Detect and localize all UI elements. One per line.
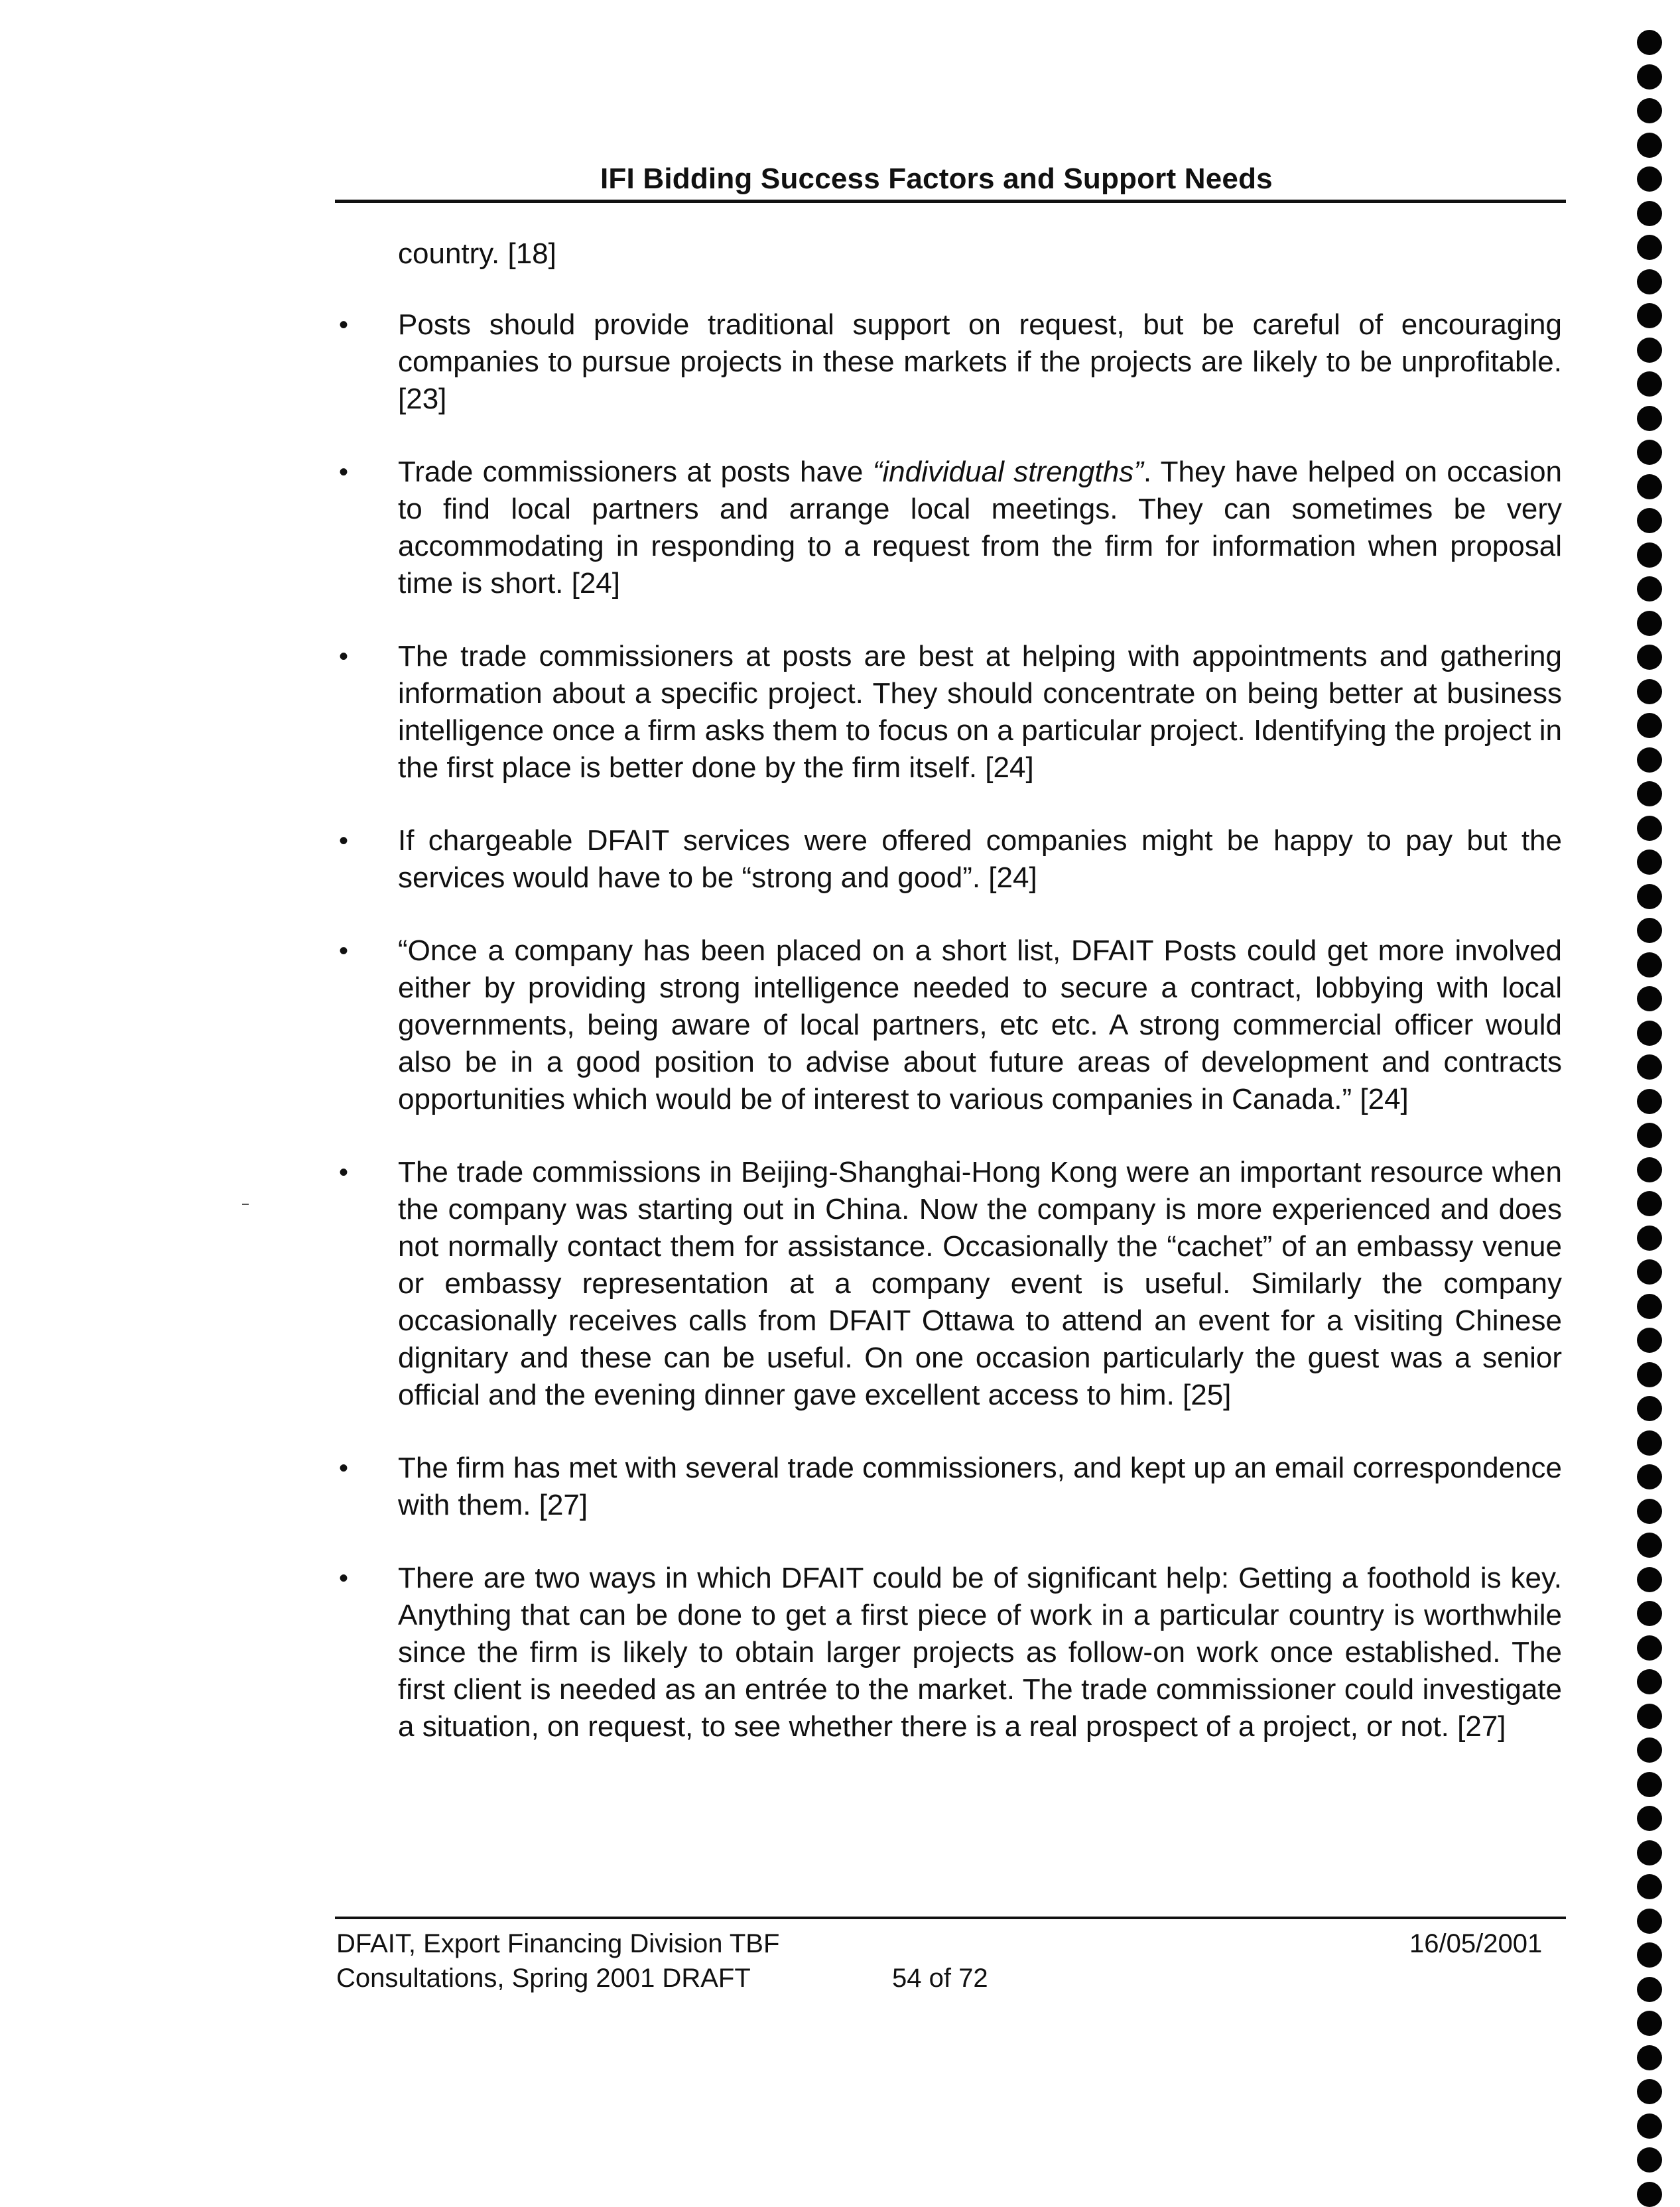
binding-hole	[1637, 1533, 1662, 1558]
bullet-icon: •	[339, 1454, 349, 1483]
binding-hole	[1637, 816, 1662, 841]
binding-hole	[1637, 98, 1662, 123]
binding-hole	[1637, 1909, 1662, 1934]
bullet-item	[335, 1154, 1562, 1414]
bullet-item	[335, 932, 1562, 1118]
bullet-text: There are two ways in which DFAIT could be of significant help: Getting a foothold is key. Anything that can be done to get a first piece of work in a particular country is worthwhile since the firm is likely to obtain larger projects as follow-on work once established. The first client is needed as an entrée to the market. The trade commissioner could investigate a situation, on request, to see whether there is a real prospect of a project, or not. [27]	[398, 1562, 1562, 1743]
binding-hole	[1637, 1840, 1662, 1865]
scan-speck	[242, 1204, 249, 1205]
binding-hole	[1637, 1977, 1662, 2002]
binding-hole	[1637, 2182, 1662, 2207]
bullet-text: The firm has met with several trade commissioners, and kept up an email correspondence with them. [27]	[398, 1452, 1562, 1521]
binding-hole	[1637, 1226, 1662, 1251]
binding-hole	[1637, 1396, 1662, 1421]
binding-hole	[1637, 1942, 1662, 1968]
binding-hole	[1637, 1089, 1662, 1114]
bullet-text: If chargeable DFAIT services were offered companies might be happy to pay but the services would have to be “strong and good”. [24]	[398, 824, 1562, 894]
binding-hole	[1637, 1772, 1662, 1797]
binding-hole	[1637, 406, 1662, 431]
binding-hole	[1637, 1021, 1662, 1046]
binding-hole	[1637, 1737, 1662, 1763]
binding-hole	[1637, 235, 1662, 260]
bullet-icon: •	[339, 642, 349, 671]
binding-hole	[1637, 986, 1662, 1011]
binding-hole	[1637, 1123, 1662, 1148]
binding-hole	[1637, 1806, 1662, 1831]
binding-hole	[1637, 1362, 1662, 1387]
bullet-text: Posts should provide traditional support on request, but be careful of encouraging companies to pursue projects in these markets if the projects are likely to be unprofitable. [23]	[398, 308, 1562, 415]
binding-hole	[1637, 338, 1662, 363]
binding-hole	[1637, 1874, 1662, 1899]
binding-hole	[1637, 884, 1662, 909]
binding-hole	[1637, 1328, 1662, 1353]
bullet-item	[335, 1450, 1562, 1524]
binding-hole	[1637, 474, 1662, 499]
binding-hole	[1637, 133, 1662, 158]
bullet-text: “Once a company has been placed on a short list, DFAIT Posts could get more involved either by providing strong intelligence needed to secure a contract, lobbying with local governments, being aware of local partners, etc etc. A strong commercial officer would also be in a good position to advise about future areas of development and contracts opportunities which would be of interest to various companies in Canada.” [24]	[398, 934, 1562, 1115]
binding-hole	[1637, 2079, 1662, 2104]
binding-hole	[1637, 1601, 1662, 1626]
binding-hole	[1637, 2113, 1662, 2139]
binding-hole	[1637, 2147, 1662, 2173]
bullet-icon: •	[339, 826, 349, 855]
binding-hole	[1637, 679, 1662, 704]
binding-hole	[1637, 1704, 1662, 1729]
binding-hole	[1637, 1499, 1662, 1524]
page-number: 54 of 72	[892, 1964, 988, 1993]
bullet-item	[335, 454, 1562, 602]
binding-hole	[1637, 1191, 1662, 1216]
binding-hole	[1637, 269, 1662, 294]
binding-hole	[1637, 166, 1662, 192]
footer-line-1: DFAIT, Export Financing Division TBF	[336, 1929, 780, 1958]
header-divider	[335, 200, 1566, 203]
binding-hole	[1637, 201, 1662, 226]
binding-hole	[1637, 645, 1662, 670]
bullet-item	[335, 822, 1562, 897]
binding-hole	[1637, 1157, 1662, 1182]
bullet-icon: •	[339, 310, 349, 340]
binding-hole	[1637, 1567, 1662, 1592]
footer-date: 16/05/2001	[1409, 1929, 1543, 1958]
binding-hole	[1637, 918, 1662, 943]
binding-hole	[1637, 303, 1662, 328]
binding-hole	[1637, 2011, 1662, 2036]
binding-hole	[1637, 440, 1662, 465]
bullet-text: The trade commissions in Beijing-Shanghai-Hong Kong were an important resource when the company was starting out in China. Now the company is more experienced and does not normally contact them for assistance. Occasionally the “cachet” of an embassy venue or embassy representation at a company event is useful. Similarly the company occasionally receives calls from DFAIT Ottawa to attend an event for a visiting Chinese dignitary and these can be useful. On one occasion particularly the guest was a senior official and the evening dinner gave excellent access to him. [25]	[398, 1156, 1562, 1411]
binding-hole	[1637, 371, 1662, 397]
bullet-item	[335, 638, 1562, 787]
binding-hole	[1637, 1669, 1662, 1694]
binding-hole	[1637, 1054, 1662, 1080]
bullet-item	[335, 306, 1562, 418]
binding-hole	[1637, 542, 1662, 568]
binding-hole	[1637, 1259, 1662, 1285]
binding-hole	[1637, 1635, 1662, 1661]
binding-hole	[1637, 781, 1662, 806]
binding-hole	[1637, 64, 1662, 90]
bullet-icon: •	[339, 458, 349, 487]
binding-hole	[1637, 611, 1662, 636]
footer-divider	[335, 1917, 1566, 1919]
binding-hole	[1637, 952, 1662, 977]
binding-hole	[1637, 713, 1662, 738]
bullet-text: The trade commissioners at posts are best at helping with appointments and gathering information about a specific project. They should concentrate on being better at business intelligence once a firm asks them to focus on a particular project. Identifying the project in the first place is better done by the firm itself. [24]	[398, 640, 1562, 784]
binding-hole	[1637, 576, 1662, 601]
binding-hole	[1637, 2045, 1662, 2070]
footer-line-2: Consultations, Spring 2001 DRAFT	[336, 1964, 751, 1993]
bullet-list	[335, 306, 1562, 1781]
binding-hole	[1637, 747, 1662, 773]
binding-hole	[1637, 1294, 1662, 1319]
page-header-title: IFI Bidding Success Factors and Support Needs	[600, 162, 1273, 195]
bullet-item	[335, 1560, 1562, 1745]
binding-hole	[1637, 508, 1662, 533]
binding-hole	[1637, 1430, 1662, 1456]
binding-hole	[1637, 850, 1662, 875]
bullet-icon: •	[339, 1158, 349, 1187]
binding-hole	[1637, 1464, 1662, 1489]
spiral-binding-holes	[1637, 30, 1670, 2192]
bullet-icon: •	[339, 1564, 349, 1593]
bullet-text: Trade commissioners at posts have “individual strengths”. They have helped on occasion to find local partners and arrange local meetings. They can sometimes be very accommodating in responding to a request from the firm for information when proposal time is short. [24]	[398, 456, 1563, 599]
footer-source	[336, 1926, 779, 1995]
binding-hole	[1637, 30, 1662, 55]
continuation-text: country. [18]	[398, 237, 556, 270]
bullet-icon: •	[339, 936, 349, 966]
